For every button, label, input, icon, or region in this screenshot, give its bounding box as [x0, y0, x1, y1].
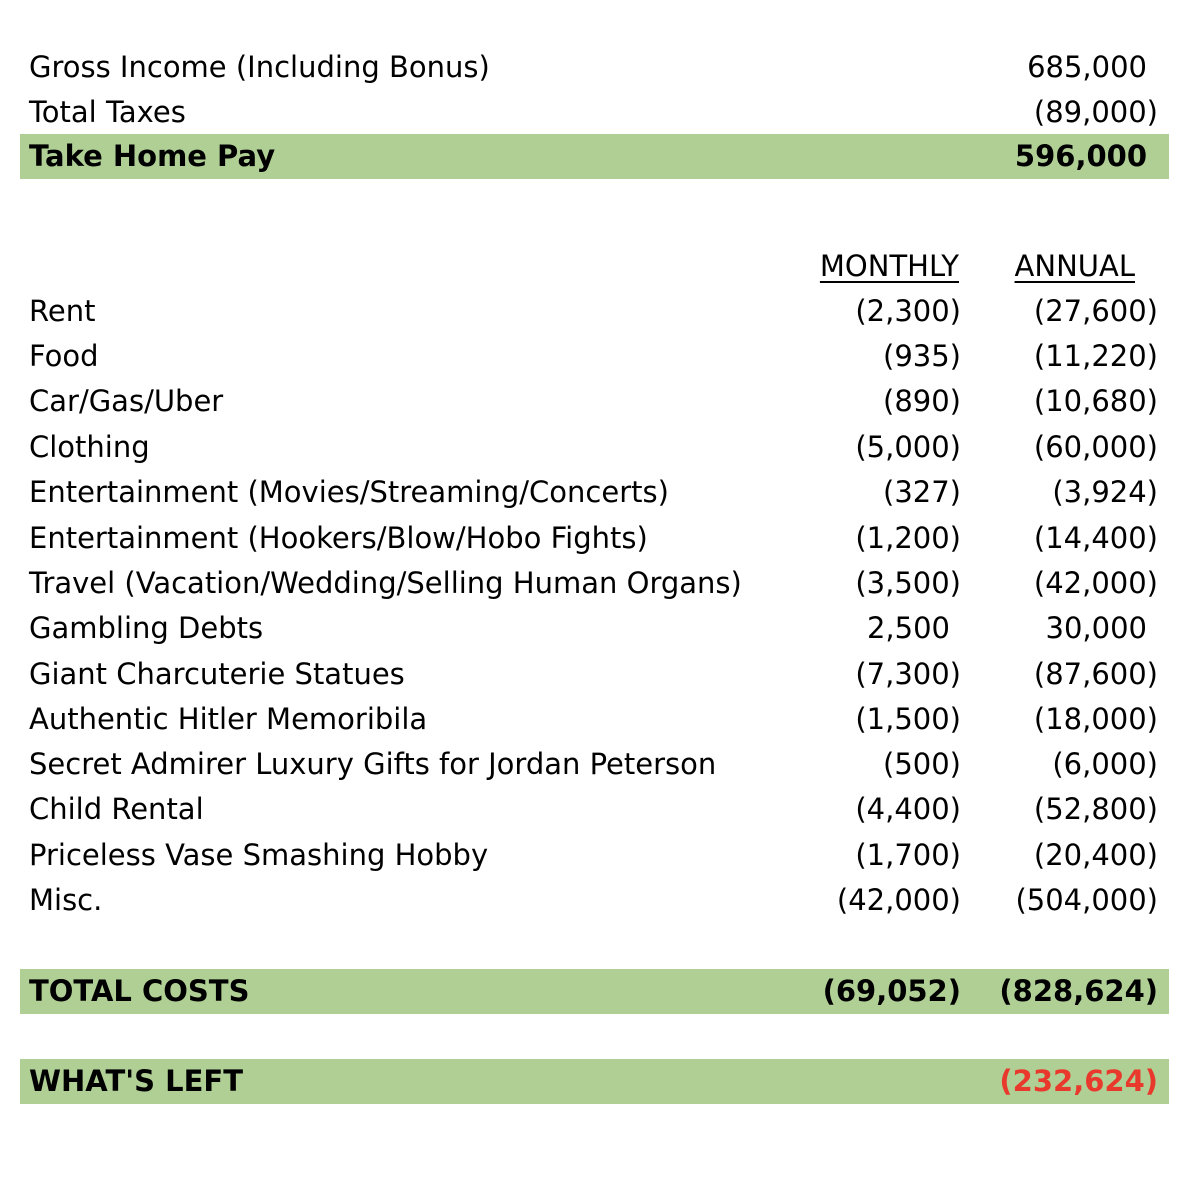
- gross-income-row: [20, 45, 1169, 90]
- expense-annual: (87,600): [1033, 657, 1158, 691]
- expense-monthly: (327): [883, 475, 961, 509]
- expense-label: Car/Gas/Uber: [29, 384, 224, 418]
- expense-annual: (42,000): [1033, 566, 1158, 600]
- expense-monthly: (890): [883, 384, 961, 418]
- expense-annual: (6,000): [1052, 747, 1158, 781]
- monthly-column-header: MONTHLY: [819, 249, 959, 283]
- expense-annual: (52,800): [1033, 792, 1158, 826]
- take-home-label: Take Home Pay: [29, 139, 276, 173]
- expense-row: [20, 379, 1169, 424]
- expense-label: Rent: [29, 294, 96, 328]
- gross-income-value: 685,000: [1027, 50, 1147, 84]
- expense-annual: (20,400): [1033, 838, 1158, 872]
- total-costs-annual: (828,624): [999, 974, 1158, 1008]
- expense-label: Authentic Hitler Memoribila: [29, 702, 428, 736]
- expense-annual: (14,400): [1033, 521, 1158, 555]
- expense-monthly: (1,200): [855, 521, 961, 555]
- total-taxes-label: Total Taxes: [29, 95, 186, 129]
- expense-annual: (60,000): [1033, 430, 1158, 464]
- expense-row: [20, 606, 1169, 651]
- expense-row: [20, 561, 1169, 606]
- expense-label: Travel (Vacation/Wedding/Selling Human Organs): [29, 566, 742, 600]
- expense-label: Child Rental: [29, 792, 204, 826]
- whats-left-row: [20, 1059, 1169, 1104]
- expense-monthly: (1,700): [855, 838, 961, 872]
- expense-monthly: (5,000): [855, 430, 961, 464]
- expense-monthly: (2,300): [855, 294, 961, 328]
- expense-monthly: (3,500): [855, 566, 961, 600]
- expense-row: [20, 878, 1169, 923]
- expense-row: [20, 652, 1169, 697]
- expense-annual: (11,220): [1033, 339, 1158, 373]
- total-costs-label: TOTAL COSTS: [29, 974, 250, 1008]
- expense-row: [20, 470, 1169, 515]
- expense-row: [20, 516, 1169, 561]
- whats-left-label: WHAT'S LEFT: [29, 1064, 243, 1098]
- expense-annual: (3,924): [1052, 475, 1158, 509]
- expense-row: [20, 787, 1169, 832]
- expense-row: [20, 334, 1169, 379]
- expense-label: Gambling Debts: [29, 611, 264, 645]
- expense-monthly: 2,500: [866, 611, 950, 645]
- whats-left-annual: (232,624): [999, 1064, 1158, 1098]
- total-costs-monthly: (69,052): [822, 974, 961, 1008]
- expense-annual: 30,000: [1045, 611, 1147, 645]
- expense-row: [20, 425, 1169, 470]
- expense-row: [20, 742, 1169, 787]
- take-home-value: 596,000: [1014, 139, 1147, 173]
- expense-label: Food: [29, 339, 99, 373]
- expense-label: Entertainment (Hookers/Blow/Hobo Fights): [29, 521, 648, 555]
- expense-label: Entertainment (Movies/Streaming/Concerts): [29, 475, 669, 509]
- expense-annual: (18,000): [1033, 702, 1158, 736]
- expense-monthly: (935): [883, 339, 961, 373]
- expense-monthly: (500): [883, 747, 961, 781]
- expense-label: Giant Charcuterie Statues: [29, 657, 405, 691]
- annual-column-header: ANNUAL: [1014, 249, 1135, 283]
- expense-row: [20, 289, 1169, 334]
- column-header-row: [20, 244, 1169, 289]
- expense-row: [20, 697, 1169, 742]
- expense-label: Priceless Vase Smashing Hobby: [29, 838, 489, 872]
- expense-annual: (504,000): [1015, 883, 1158, 917]
- expense-label: Clothing: [29, 430, 150, 464]
- expense-label: Misc.: [29, 883, 103, 917]
- expense-annual: (10,680): [1033, 384, 1158, 418]
- expense-monthly: (1,500): [855, 702, 961, 736]
- expense-annual: (27,600): [1033, 294, 1158, 328]
- expense-monthly: (4,400): [855, 792, 961, 826]
- total-taxes-value: (89,000): [1033, 95, 1158, 129]
- total-taxes-row: [20, 90, 1169, 135]
- take-home-row: [20, 134, 1169, 179]
- expense-label: Secret Admirer Luxury Gifts for Jordan Peterson: [29, 747, 717, 781]
- gross-income-label: Gross Income (Including Bonus): [29, 50, 490, 84]
- expense-monthly: (7,300): [855, 657, 961, 691]
- expense-monthly: (42,000): [836, 883, 961, 917]
- expense-row: [20, 833, 1169, 878]
- total-costs-row: [20, 969, 1169, 1014]
